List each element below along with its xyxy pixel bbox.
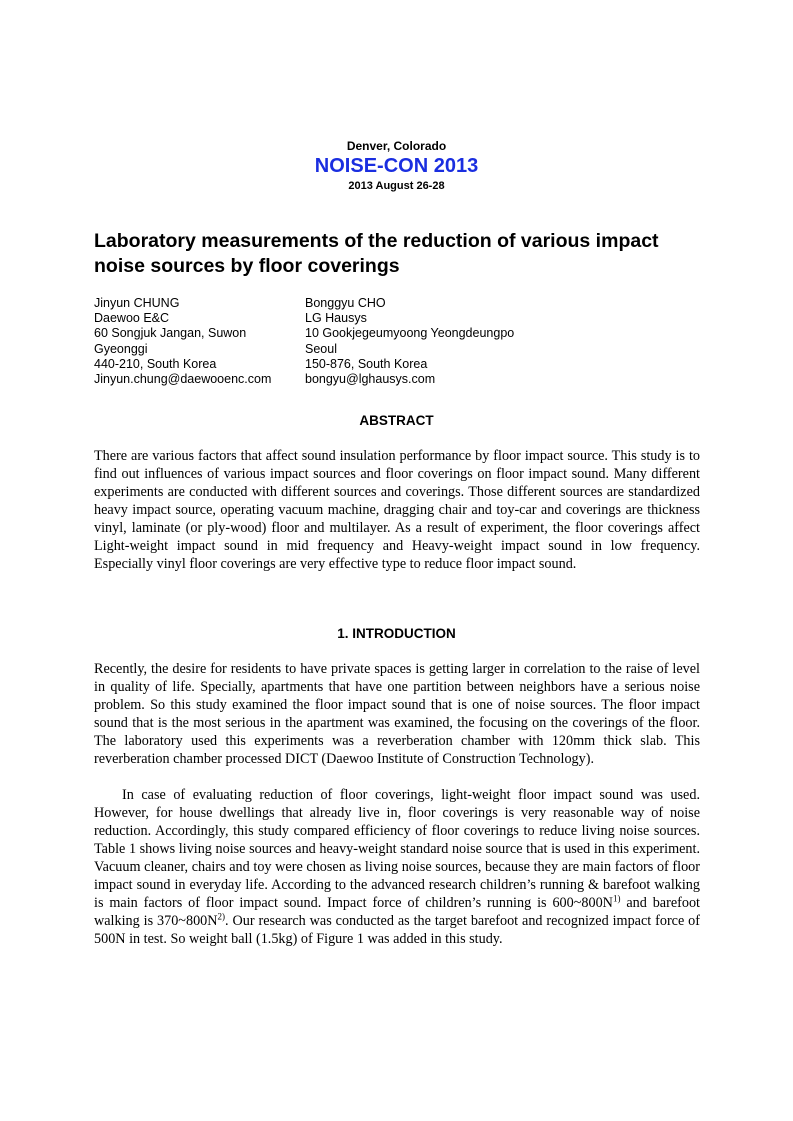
introduction-heading: 1. INTRODUCTION — [337, 626, 456, 641]
author-name: Bonggyu CHO — [305, 296, 386, 310]
author-address-line: 10 Gookjegeumyoong Yeongdeungpo — [305, 326, 515, 341]
conference-location: Denver, Colorado — [346, 139, 447, 153]
author-block-1 — [94, 296, 271, 387]
author-organization: Daewoo E&C — [94, 311, 170, 326]
conference-name: NOISE-CON 2013 — [314, 155, 479, 177]
introduction-paragraph-1: Recently, the desire for residents to have private spaces is getting larger in correlation to the raise of level in quality of life. Specially, apartments that have one partition between neighbors have a serious noise problem. So this study examined the floor impact sound that is one of noise sources. The floor impact sound that is the most serious in the apartment was examined, the focusing on the coverings of the floor. The laboratory used this experiments was a reverberation chamber with 120mm thick slab. This reverberation chamber processed DICT (Daewoo Institute of Construction Technology). — [94, 661, 700, 767]
abstract-text: There are various factors that affect sound insulation performance by floor impact source. This study is to find out influences of various impact sources and floor coverings on floor impact sound. Many different experiments are conducted with different sources and coverings. Those different sources are standardized heavy impact source, operating vacuum machine, dragging chair and toy-car and coverings are thickness vinyl, laminate (or ply-wood) floor and multilayer. As a result of experiment, the floor coverings affect Light-weight impact sound in mid frequency and Heavy-weight impact sound in low frequency. Especially vinyl floor coverings are very effective type to reduce floor impact sound. — [94, 448, 700, 572]
author-address-line: Gyeonggi — [94, 341, 148, 356]
author-email: Jinyun.chung@daewooenc.com — [94, 372, 272, 387]
paper-title: Laboratory measurements of the reduction of various impact noise sources by floor coverings — [94, 230, 659, 277]
paragraph-text: and barefoot walking is 370~800N — [94, 895, 700, 929]
introduction-paragraph-2 — [94, 786, 700, 948]
reference-marker: 1) — [612, 893, 621, 904]
author-block-2 — [305, 296, 514, 387]
paragraph-text: In case of evaluating reduction of floor coverings, light-weight floor impact sound was used. However, for house dwellings that already live in, floor coverings is very reasonable way of noise reduction. Accordingly, this study compared efficiency of floor coverings to reduce living noise sources. Table 1 shows living noise sources and heavy-weight standard noise source that is used in this experiment. Vacuum cleaner, chairs and toy were chosen as living noise sources, because they are main factors of floor impact sound in everyday life. According to the advanced research children’s running & barefoot walking is main factors of floor impact sound. Impact force of children’s running is 600~800N — [94, 787, 700, 911]
author-postal-code: 150-876, South Korea — [305, 356, 428, 371]
author-name: Jinyun CHUNG — [94, 296, 180, 310]
author-email: bongyu@lghausys.com — [305, 372, 436, 387]
abstract-heading: ABSTRACT — [359, 413, 434, 428]
author-address-line: 60 Songjuk Jangan, Suwon — [94, 326, 247, 341]
reference-marker: 2) — [217, 911, 226, 922]
author-address-line: Seoul — [305, 341, 337, 356]
author-postal-code: 440-210, South Korea — [94, 356, 217, 371]
author-organization: LG Hausys — [305, 311, 367, 326]
conference-date: 2013 August 26-28 — [348, 180, 445, 192]
paragraph-text: . Our research was conducted as the target barefoot and recognized impact force of 500N in test. So weight ball (1.5kg) of Figure 1 was added in this study. — [94, 913, 701, 947]
